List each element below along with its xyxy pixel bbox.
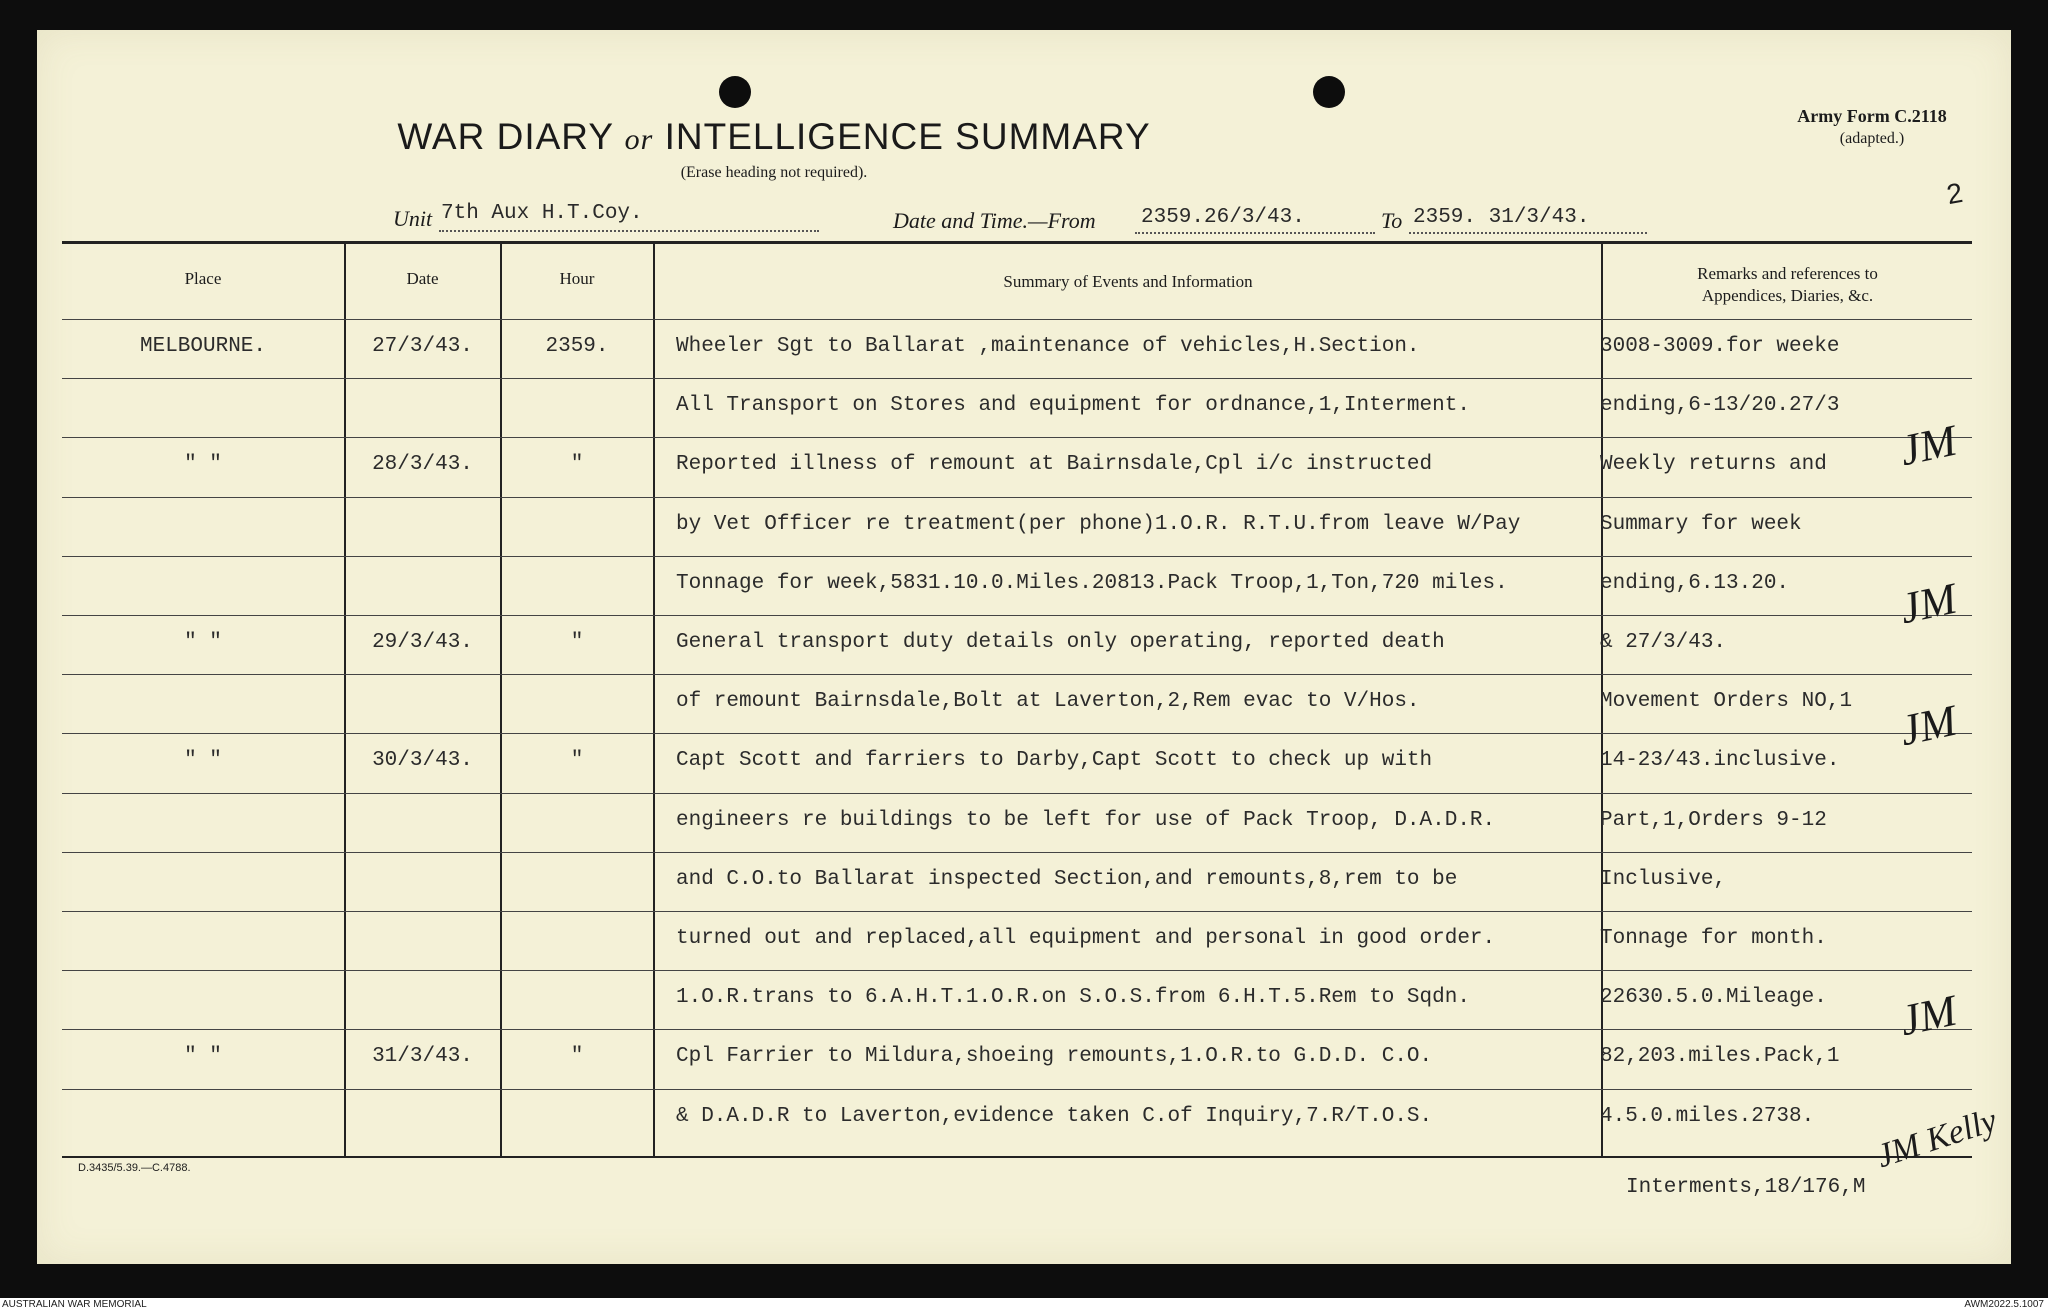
cell-summary: Reported illness of remount at Bairnsdale,Cpl i/c instructed [676, 453, 1433, 477]
remarks-overflow-line: Interments,18/176,M [1626, 1176, 1866, 1199]
cell-place: " " [184, 749, 222, 773]
diary-table [62, 241, 1972, 1158]
army-form-adapted: (adapted.) [1839, 130, 1905, 147]
cell-hour: " [570, 631, 584, 654]
cell-remarks: 4.5.0.miles.2738. [1600, 1104, 1815, 1128]
cell-place: " " [184, 1045, 222, 1069]
header-remarks-line-1: Remarks and references to [1697, 264, 1878, 283]
unit-label: Unit [393, 206, 433, 231]
cell-summary: & D.A.D.R to Laverton,evidence taken C.of Inquiry,7.R/T.O.S. [676, 1104, 1433, 1128]
row-separator [62, 437, 1972, 438]
punch-hole-right [1313, 76, 1345, 108]
from-value: 2359.26/3/43. [1141, 206, 1305, 229]
table-bottom-rule [62, 1156, 1972, 1158]
army-form-number: Army Form C.2118 [1797, 106, 1947, 126]
row-separator [62, 911, 1972, 912]
row-separator [62, 793, 1972, 794]
to-dotted-line [1409, 232, 1647, 234]
title-or: or [624, 123, 654, 156]
punch-hole-left [719, 76, 751, 108]
cell-date: 31/3/43. [372, 1045, 473, 1069]
table-row [62, 572, 1972, 615]
from-dotted-line [1135, 232, 1375, 234]
cell-summary: Cpl Farrier to Mildura,shoeing remounts,1.O.R.to G.D.D. C.O. [676, 1045, 1433, 1069]
header-place: Place [184, 269, 222, 288]
cell-place: " " [184, 631, 222, 654]
initials-mark: JM [1895, 695, 1961, 756]
initials-mark: JM [1895, 415, 1961, 476]
header-remarks-line-2: Appendices, Diaries, &c. [1701, 286, 1874, 305]
cell-hour: 2359. [545, 335, 609, 358]
cell-summary: Capt Scott and farriers to Darby,Capt Scott to check up with [676, 749, 1433, 773]
header-summary: Summary of Events and Information [1003, 272, 1253, 291]
unit-dotted-line [439, 230, 819, 232]
form-print-code: D.3435/5.39.—C.4788. [78, 1162, 191, 1174]
unit-value: 7th Aux H.T.Coy. [441, 202, 643, 225]
cell-remarks: 3008-3009.for weeke [1600, 335, 1840, 358]
cell-date: 28/3/43. [372, 453, 473, 477]
cell-remarks: Movement Orders NO,1 [1600, 690, 1853, 714]
cell-summary: of remount Bairnsdale,Bolt at Laverton,2,Rem evac to V/Hos. [676, 690, 1420, 714]
cell-remarks: Inclusive, [1600, 867, 1727, 891]
cell-remarks: Part,1,Orders 9-12 [1600, 808, 1827, 832]
to-value: 2359. 31/3/43. [1413, 206, 1590, 229]
row-separator [62, 497, 1972, 498]
table-row [62, 927, 1972, 970]
cell-remarks: 22630.5.0.Mileage. [1600, 986, 1827, 1010]
table-row [62, 690, 1972, 733]
table-row [62, 631, 1972, 674]
cell-remarks: Tonnage for month. [1600, 927, 1827, 950]
initials-mark: JM [1895, 985, 1961, 1046]
archive-reference: AWM2022.5.1007 [1964, 1299, 2044, 1310]
table-row [62, 513, 1972, 556]
cell-remarks: Weekly returns and [1600, 453, 1827, 477]
cell-summary: Wheeler Sgt to Ballarat ,maintenance of vehicles,H.Section. [676, 335, 1420, 358]
cell-summary: by Vet Officer re treatment(per phone)1.O.R. R.T.U.from leave W/Pay [676, 512, 1521, 536]
cell-remarks: ending,6.13.20. [1600, 571, 1790, 595]
row-separator [62, 378, 1972, 379]
cell-summary: and C.O.to Ballarat inspected Section,and remounts,8,rem to be [676, 867, 1458, 891]
header-hour: Hour [559, 269, 595, 288]
cell-summary: All Transport on Stores and equipment for ordnance,1,Interment. [676, 394, 1470, 418]
page-number: 2 [1944, 176, 1966, 211]
table-row [62, 394, 1972, 437]
cell-summary: Tonnage for week,5831.10.0.Miles.20813.Pack Troop,1,Ton,720 miles. [676, 571, 1508, 595]
header-separator [62, 319, 1972, 320]
cell-place: MELBOURNE. [139, 335, 267, 358]
archive-credit: AUSTRALIAN WAR MEMORIAL [2, 1299, 147, 1310]
cell-date: 27/3/43. [372, 335, 473, 358]
row-separator [62, 1029, 1972, 1030]
to-label: To [1381, 208, 1403, 233]
table-row [62, 1105, 1972, 1148]
row-separator [62, 674, 1972, 675]
table-row [62, 335, 1972, 378]
cell-summary: 1.O.R.trans to 6.A.H.T.1.O.R.on S.O.S.from 6.H.T.5.Rem to Sqdn. [676, 986, 1470, 1010]
cell-summary: turned out and replaced,all equipment and personal in good order. [676, 927, 1496, 950]
table-row [62, 986, 1972, 1029]
row-separator [62, 556, 1972, 557]
cell-hour: " [570, 453, 584, 477]
page-subtitle: (Erase heading not required). [680, 164, 868, 181]
table-row [62, 809, 1972, 852]
cell-date: 29/3/43. [372, 631, 473, 654]
cell-summary: engineers re buildings to be left for use of Pack Troop, D.A.D.R. [676, 808, 1496, 832]
row-separator [62, 1089, 1972, 1090]
table-row [62, 868, 1972, 911]
table-row [62, 1045, 1972, 1088]
row-separator [62, 970, 1972, 971]
table-row [62, 749, 1972, 792]
cell-remarks: 82,203.miles.Pack,1 [1600, 1045, 1840, 1069]
cell-place: " " [184, 453, 222, 477]
cell-date: 30/3/43. [372, 749, 473, 773]
cell-remarks: 14-23/43.inclusive. [1600, 749, 1840, 773]
cell-remarks: ending,6-13/20.27/3 [1600, 394, 1840, 418]
initials-mark: JM [1895, 573, 1961, 634]
page-title [37, 116, 1511, 158]
row-separator [62, 852, 1972, 853]
cell-hour: " [570, 749, 584, 773]
row-separator [62, 615, 1972, 616]
date-time-label: Date and Time.—From [893, 208, 1096, 233]
title-intelligence-summary: INTELLIGENCE SUMMARY [664, 116, 1151, 157]
title-war-diary: WAR DIARY [397, 116, 614, 157]
table-top-rule [62, 241, 1972, 244]
cell-remarks: Summary for week [1600, 512, 1802, 536]
cell-hour: " [570, 1045, 584, 1069]
row-separator [62, 733, 1972, 734]
cell-summary: General transport duty details only operating, reported death [676, 631, 1445, 654]
cell-remarks: & 27/3/43. [1600, 631, 1727, 654]
signature: JM Kelly [1872, 1101, 2002, 1176]
header-date: Date [406, 269, 439, 288]
table-row [62, 453, 1972, 496]
header-remarks [1603, 263, 1972, 307]
